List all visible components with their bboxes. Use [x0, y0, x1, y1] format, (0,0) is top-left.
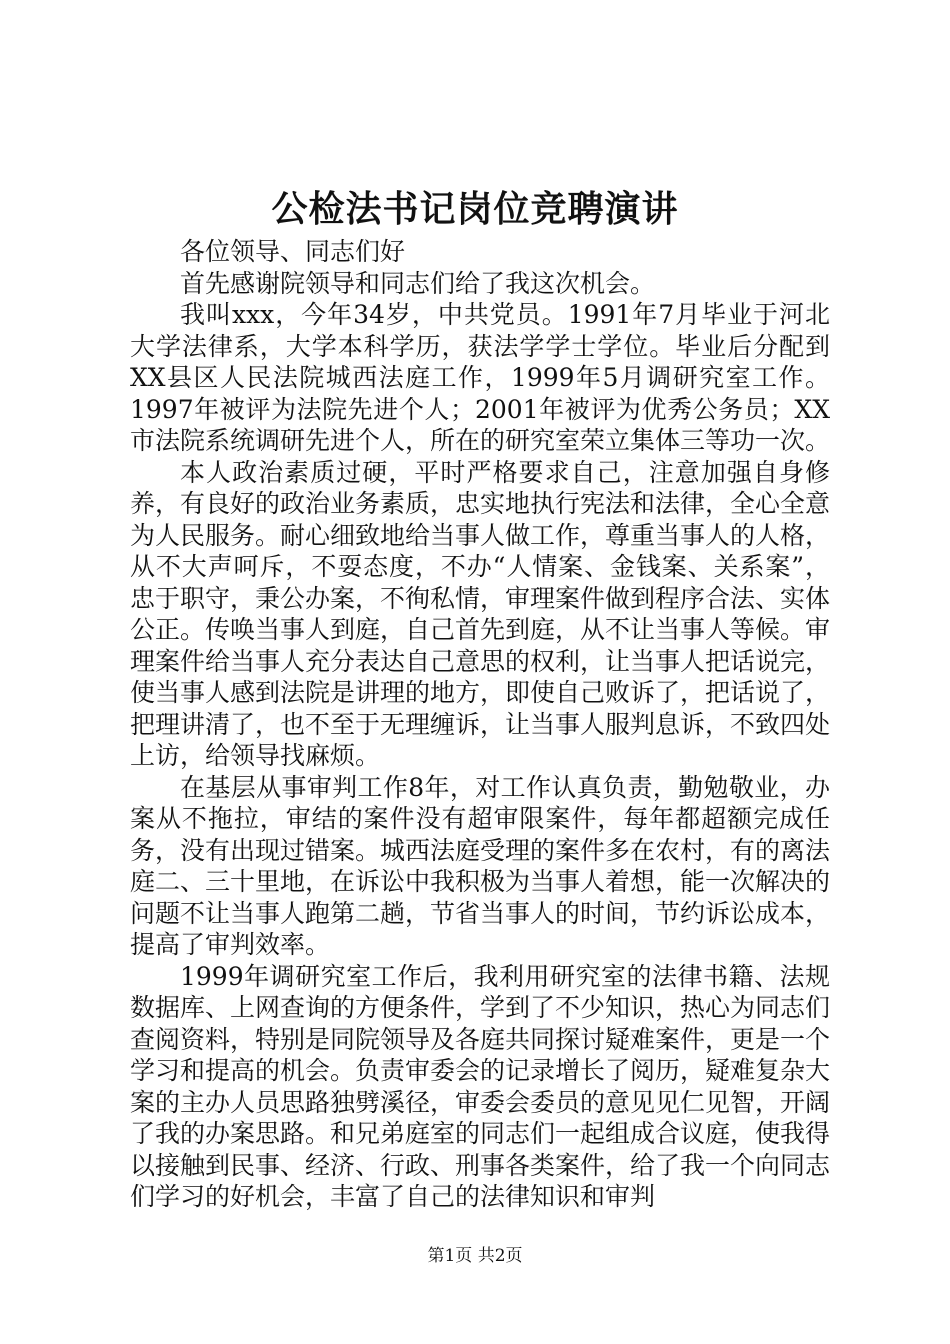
paragraph-greeting: 各位领导、同志们好: [180, 237, 406, 266]
paragraph-political-quality: 本人政治素质过硬，平时严格要求自己，注意加强自身修养，有良好的政治业务素质，忠实地执行宪法和法律，全心全意为人民服务。耐心细致地给当事人做工作，尊重当事人的人格，从不大声呵斥，不耍态度，不办“人情案、金钱案、关系案”，忠于职守，秉公办案，不徇私情，审理案件做到程序合法、实体公正。传唤当事人到庭，自己首先到庭，从不让当事人等候。审理案件给当事人充分表达自己意思的权利，让当事人把话说完，使当事人感到法院是讲理的地方，即使自己败诉了，把话说了，把理讲清了，也不至于无理缠诉，让当事人服判息诉，不致四处上访，给领导找麻烦。: [130, 457, 831, 770]
document-title: 公检法书记岗位竞聘演讲: [271, 188, 679, 230]
paragraph-research-office: 1999年调研究室工作后，我利用研究室的法律书籍、法规数据库、上网查询的方便条件，学到了不少知识，热心为同志们查阅资料，特别是同院领导及各庭共同探讨疑难案件，更是一个学习和提高的机会。负责审委会的记录增长了阅历，疑难复杂大案的主办人员思路独劈溪径，审委会委员的意见见仁见智，开阔了我的办案思路。和兄弟庭室的同志们一起组成合议庭，使我得以接触到民事、经济、行政、刑事各类案件，给了我一个向同志们学习的好机会，丰富了自己的法律知识和审判: [130, 961, 831, 1211]
document-body: [130, 236, 830, 1213]
paragraph-thanks: 首先感谢院领导和同志们给了我这次机会。: [180, 268, 656, 298]
paragraph-introduction: 我叫xxx，今年34岁，中共党员。1991年7月毕业于河北大学法律系，大学本科学历，获法学学士学位。毕业后分配到XX县区人民法院城西法庭工作，1999年5月调研究室工作。1997年被评为法院先进个人；2001年被评为优秀公务员；XX市法院系统调研先进个人，所在的研究室荣立集体三等功一次。: [130, 300, 831, 455]
page-number-footer: 第1页 共2页: [427, 1246, 523, 1266]
paragraph-grassroots-work: 在基层从事审判工作8年，对工作认真负责，勤勉敬业，办案从不拖拉，审结的案件没有超审限案件，每年都超额完成任务，没有出现过错案。城西法庭受理的案件多在农村，有的离法庭二、三十里地，在诉讼中我积极为当事人着想，能一次解决的问题不让当事人跑第二趟，节省当事人的时间，节约诉讼成本，提高了审判效率。: [130, 772, 831, 959]
